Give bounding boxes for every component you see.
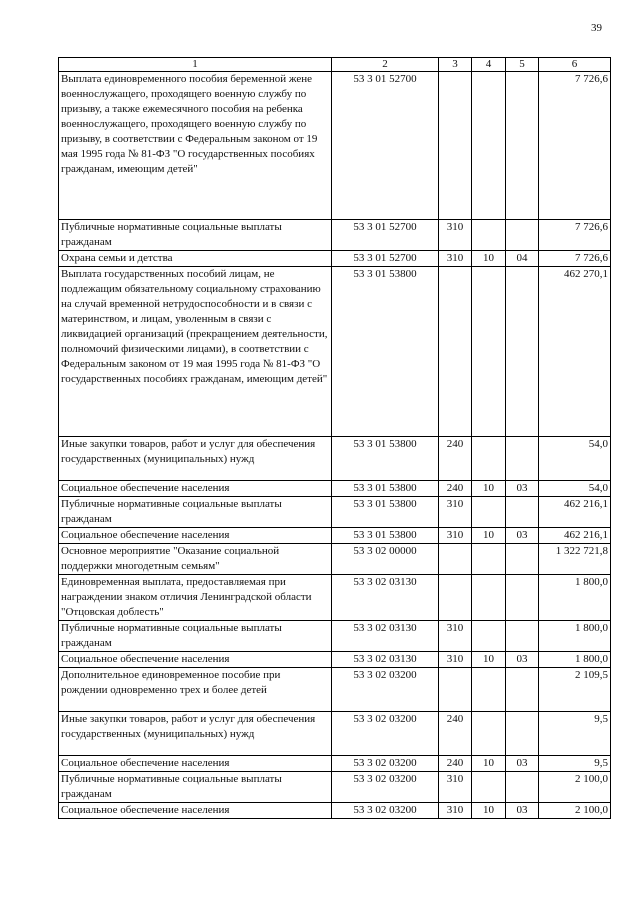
cell-rz	[472, 575, 506, 621]
cell-vr: 310	[439, 621, 472, 652]
cell-rz	[472, 544, 506, 575]
cell-csr: 53 3 01 52700	[332, 72, 439, 220]
cell-csr: 53 3 02 03200	[332, 772, 439, 803]
cell-rz	[472, 712, 506, 756]
cell-pr	[506, 437, 539, 481]
cell-amount: 1 800,0	[539, 621, 611, 652]
cell-name: Социальное обеспечение населения	[59, 756, 332, 772]
cell-csr: 53 3 01 53800	[332, 481, 439, 497]
cell-amount: 1 800,0	[539, 652, 611, 668]
table-row	[59, 72, 611, 220]
cell-rz	[472, 220, 506, 251]
cell-vr: 240	[439, 481, 472, 497]
cell-rz	[472, 72, 506, 220]
cell-pr: 03	[506, 528, 539, 544]
header-col-5: 5	[506, 58, 539, 72]
table-row	[59, 668, 611, 712]
cell-vr	[439, 575, 472, 621]
cell-name: Публичные нормативные социальные выплаты гражданам	[59, 772, 332, 803]
cell-amount: 7 726,6	[539, 251, 611, 267]
cell-vr: 240	[439, 756, 472, 772]
cell-rz: 10	[472, 251, 506, 267]
cell-rz	[472, 437, 506, 481]
cell-rz	[472, 621, 506, 652]
page-number: 39	[591, 22, 602, 34]
header-col-2: 2	[332, 58, 439, 72]
cell-amount: 2 109,5	[539, 668, 611, 712]
table-row	[59, 575, 611, 621]
cell-pr: 03	[506, 756, 539, 772]
table-row	[59, 220, 611, 251]
cell-csr: 53 3 01 52700	[332, 220, 439, 251]
cell-vr	[439, 267, 472, 437]
cell-amount: 2 100,0	[539, 772, 611, 803]
table-row	[59, 544, 611, 575]
cell-rz: 10	[472, 528, 506, 544]
table-row	[59, 621, 611, 652]
cell-rz	[472, 668, 506, 712]
cell-vr: 310	[439, 497, 472, 528]
cell-rz: 10	[472, 803, 506, 819]
cell-vr: 240	[439, 712, 472, 756]
cell-csr: 53 3 01 53800	[332, 528, 439, 544]
cell-name: Иные закупки товаров, работ и услуг для обеспечения государственных (муниципальных) нужд	[59, 437, 332, 481]
cell-vr: 310	[439, 220, 472, 251]
cell-name: Социальное обеспечение населения	[59, 652, 332, 668]
cell-vr: 310	[439, 251, 472, 267]
cell-name: Публичные нормативные социальные выплаты гражданам	[59, 621, 332, 652]
cell-name: Социальное обеспечение населения	[59, 803, 332, 819]
cell-name: Единовременная выплата, предоставляемая при награждении знаком отличия Ленинградской области "Отцовская доблесть"	[59, 575, 332, 621]
cell-vr	[439, 668, 472, 712]
cell-pr	[506, 544, 539, 575]
cell-amount: 7 726,6	[539, 72, 611, 220]
cell-csr: 53 3 02 03130	[332, 652, 439, 668]
table-row	[59, 267, 611, 437]
cell-amount: 462 216,1	[539, 497, 611, 528]
table-row	[59, 712, 611, 756]
cell-rz	[472, 497, 506, 528]
cell-pr	[506, 621, 539, 652]
cell-pr	[506, 497, 539, 528]
table-row	[59, 652, 611, 668]
cell-csr: 53 3 02 03130	[332, 575, 439, 621]
cell-amount: 7 726,6	[539, 220, 611, 251]
cell-csr: 53 3 02 03130	[332, 621, 439, 652]
cell-csr: 53 3 01 53800	[332, 497, 439, 528]
cell-pr	[506, 668, 539, 712]
table-row	[59, 497, 611, 528]
cell-pr	[506, 772, 539, 803]
cell-name: Публичные нормативные социальные выплаты гражданам	[59, 497, 332, 528]
cell-csr: 53 3 02 00000	[332, 544, 439, 575]
table-row	[59, 756, 611, 772]
cell-amount: 54,0	[539, 437, 611, 481]
cell-rz: 10	[472, 756, 506, 772]
cell-rz: 10	[472, 481, 506, 497]
cell-csr: 53 3 01 52700	[332, 251, 439, 267]
cell-vr: 310	[439, 803, 472, 819]
cell-name: Охрана семьи и детства	[59, 251, 332, 267]
cell-amount: 9,5	[539, 756, 611, 772]
cell-vr	[439, 544, 472, 575]
table-row	[59, 772, 611, 803]
cell-pr: 04	[506, 251, 539, 267]
cell-vr: 310	[439, 652, 472, 668]
cell-name: Выплата государственных пособий лицам, не подлежащим обязательному социальному страхованию на случай временной нетрудоспособности и в связи с материнством, и лицам, уволенным в связи с ликвидацией организаций (прекращением деятельности, полномочий физическими лицами), в соответствии с Федеральным законом от 19 мая 1995 года № 81-ФЗ "О государственных пособиях гражданам, имеющим детей"	[59, 267, 332, 437]
cell-name: Дополнительное единовременное пособие при рождении одновременно трех и более детей	[59, 668, 332, 712]
cell-rz	[472, 267, 506, 437]
budget-table	[58, 57, 611, 819]
table-row	[59, 251, 611, 267]
cell-amount: 9,5	[539, 712, 611, 756]
table-header-row	[59, 58, 611, 72]
table-row	[59, 528, 611, 544]
cell-csr: 53 3 01 53800	[332, 437, 439, 481]
cell-name: Социальное обеспечение населения	[59, 481, 332, 497]
cell-amount: 54,0	[539, 481, 611, 497]
header-col-3: 3	[439, 58, 472, 72]
cell-pr	[506, 712, 539, 756]
cell-rz	[472, 772, 506, 803]
cell-name: Основное мероприятие "Оказание социальной поддержки многодетным семьям"	[59, 544, 332, 575]
cell-name: Иные закупки товаров, работ и услуг для обеспечения государственных (муниципальных) нужд	[59, 712, 332, 756]
cell-name: Социальное обеспечение населения	[59, 528, 332, 544]
header-col-6: 6	[539, 58, 611, 72]
cell-pr	[506, 220, 539, 251]
header-col-1: 1	[59, 58, 332, 72]
cell-pr: 03	[506, 652, 539, 668]
cell-pr: 03	[506, 481, 539, 497]
cell-amount: 1 800,0	[539, 575, 611, 621]
table-row	[59, 437, 611, 481]
cell-vr	[439, 72, 472, 220]
cell-pr: 03	[506, 803, 539, 819]
cell-pr	[506, 575, 539, 621]
cell-amount: 2 100,0	[539, 803, 611, 819]
cell-pr	[506, 267, 539, 437]
cell-rz: 10	[472, 652, 506, 668]
cell-vr: 310	[439, 772, 472, 803]
header-col-4: 4	[472, 58, 506, 72]
cell-csr: 53 3 02 03200	[332, 756, 439, 772]
cell-amount: 462 216,1	[539, 528, 611, 544]
cell-csr: 53 3 02 03200	[332, 712, 439, 756]
cell-amount: 1 322 721,8	[539, 544, 611, 575]
cell-csr: 53 3 02 03200	[332, 803, 439, 819]
cell-csr: 53 3 02 03200	[332, 668, 439, 712]
cell-name: Публичные нормативные социальные выплаты гражданам	[59, 220, 332, 251]
cell-name: Выплата единовременного пособия беременной жене военнослужащего, проходящего военную службу по призыву, а также ежемесячного пособия на ребенка военнослужащего, проходящего военную службу по призыву, в соответствии с Федеральным законом от 19 мая 1995 года № 81-ФЗ "О государственных пособиях гражданам, имеющим детей"	[59, 72, 332, 220]
table-row	[59, 481, 611, 497]
cell-vr: 240	[439, 437, 472, 481]
cell-amount: 462 270,1	[539, 267, 611, 437]
cell-vr: 310	[439, 528, 472, 544]
cell-pr	[506, 72, 539, 220]
cell-csr: 53 3 01 53800	[332, 267, 439, 437]
table-row	[59, 803, 611, 819]
